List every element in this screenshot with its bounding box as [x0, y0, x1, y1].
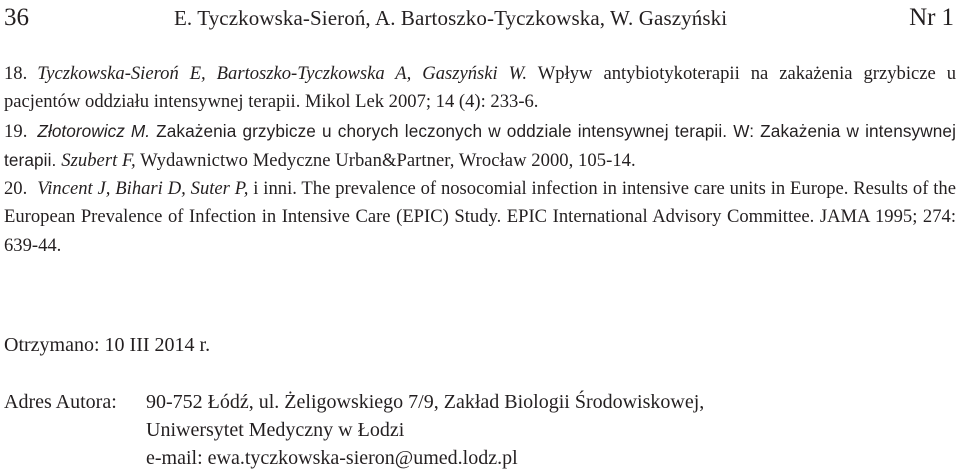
reference-authors: Tyczkowska-Sieroń E, Bartoszko-Tyczkowska A, Gaszyński W. — [37, 63, 528, 84]
reference-publisher: Wydawnictwo Medyczne Urban&Partner, Wrocław 2000, 105-14. — [140, 149, 636, 171]
issue-number — [909, 2, 954, 34]
running-title: E. Tyczkowska-Sieroń, A. Bartoszko-Tyczkowska, W. Gaszyński — [174, 6, 728, 30]
reference-number: 19. — [4, 120, 28, 142]
address-line-email: e-mail: ewa.tyczkowska-sieron@umed.lodz.pl — [146, 447, 518, 469]
reference-number: 20. — [4, 178, 28, 200]
reference-19 — [4, 117, 956, 176]
reference-18 — [4, 60, 956, 117]
address-label: Adres Autora: — [4, 391, 117, 413]
page-number: 36 — [4, 4, 29, 31]
issue-value: 1 — [941, 4, 954, 31]
issue-label: Nr — [909, 4, 936, 31]
reference-authors: Vincent J, Bihari D, Suter P, — [37, 178, 249, 200]
author-address — [4, 388, 704, 472]
reference-text: Wpływ antybiotykoterapii na zakażenia grzybicze u pacjentów oddziału intensywnej terapii. Mikol Lek 2007; 14 (4): 233-6. — [4, 63, 957, 113]
page-header — [0, 0, 960, 40]
reference-list — [4, 60, 956, 260]
reference-authors: Złotorowicz M. — [37, 120, 151, 141]
reference-number: 18. — [4, 63, 28, 84]
address-line-university: Uniwersytet Medyczny w Łodzi — [146, 419, 405, 441]
reference-editors: Szubert F, — [61, 149, 136, 171]
reference-text: Zakażenia grzybicze u chorych leczonych w oddziale intensywnej terapii. W: Zakażenia w intensywnej terapii. — [4, 120, 956, 170]
address-line-street: 90-752 Łódź, ul. Żeligowskiego 7/9, Zakład Biologii Środowiskowej, — [146, 391, 705, 413]
reference-text: i inni. The prevalence of nosocomial infection in intensive care units in Europe. Results of the European Prevalence of Infection in Intensive Care (EPIC) Study. EPIC International Advisory Committee. JAMA 1995; 274: 639-44. — [4, 178, 956, 256]
reference-20 — [4, 175, 956, 260]
received-date: Otrzymano: 10 III 2014 r. — [4, 334, 211, 356]
